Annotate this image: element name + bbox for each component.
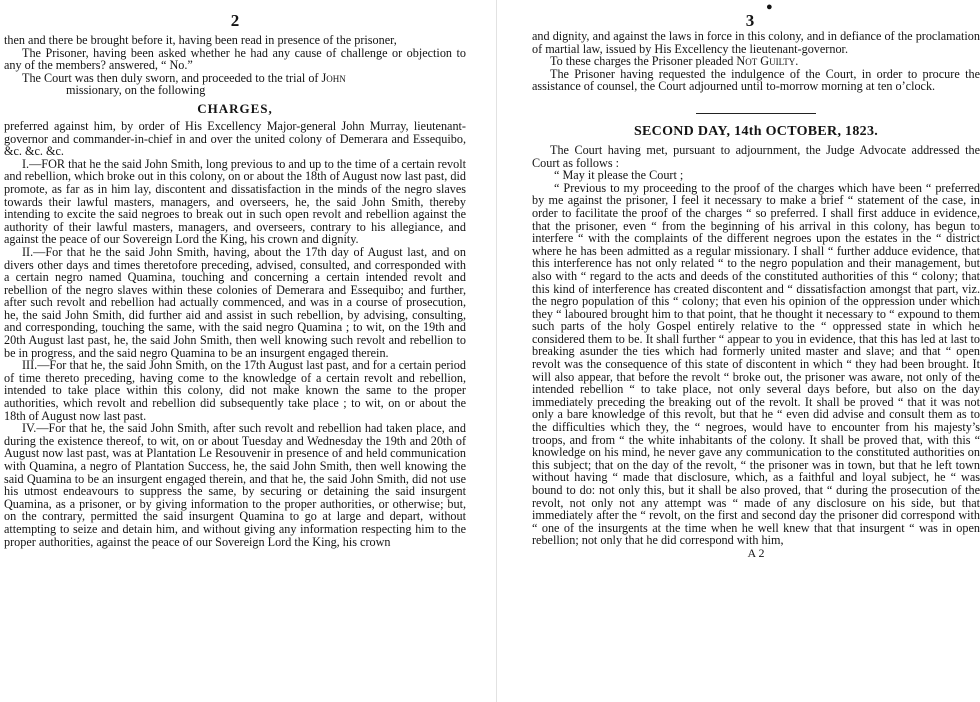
text-run-smallcaps: John	[321, 70, 346, 85]
paragraph: preferred against him, by order of His Excellency Major-general John Murray, lieutenant-governor and commander-in-chief in and over the united colony of Demerara and Essequibo, &c. &c. &c.	[4, 118, 466, 159]
paragraph: missionary, on the following	[66, 83, 206, 98]
judge-advocate-speech	[532, 169, 980, 547]
page-number: 2	[230, 11, 240, 30]
paragraph: and dignity, and against the laws in force in this colony, and in defiance of the proclamation of martial law, issued by His Excellency the lieutenant-governor.	[532, 29, 980, 56]
page-number: 3	[745, 11, 755, 30]
charges-heading: CHARGES,	[197, 100, 273, 116]
paragraph	[532, 55, 980, 68]
signature-mark: A 2	[747, 545, 765, 560]
text-run-smallcaps: Not Guilty.	[736, 54, 799, 69]
page-gutter	[496, 0, 497, 702]
charge-1: I.—FOR that he the said John Smith, long previous to and up to the time of a certain revolt and rebellion, which broke out in this colony, on or about the 18th of August now last past, did promote, as far as in him lay, discontent and dissatisfaction in the minds of the negro slaves towards their lawful masters, managers, and overseers, he, the said John Smith, thereby intending to excite the said negroes to break out in such open revolt and rebellion against the authority of their lawful masters, managers, and overseers, contrary to his allegiance, and against the peace of our Sovereign Lord the King, his crown and dignity.	[4, 156, 466, 247]
second-day-heading: SECOND DAY, 14th OCTOBER, 1823.	[633, 123, 879, 139]
charge-2: II.—For that he the said John Smith, having, about the 17th day of August last, and on divers other days and times theretofore preceding, advised, consulted, and corresponded with a certain negro named Quamina, touching and concerning a certain intended revolt and rebellion of the negro slaves within these colonies of Demerara and Essequibo; and further, after such revolt and rebellion had actually commenced, and was in a course of prosecution, he, the said John Smith, did further aid and assist in such rebellion, by advising, consulting, and corresponding, touching the same, with the said negro Quamina ; to wit, on the 19th and 20th August last past, he, the said John Smith, then well knowing such revolt and rebellion to be in progress, and the said negro Quamina to be an insurgent engaged therein.	[4, 244, 466, 360]
salutation: “ May it please the Court ;	[554, 168, 684, 183]
paragraph: The Prisoner, having been asked whether he had any cause of challenge or objection to any of the members? answered, “ No.”	[4, 45, 466, 73]
ink-mark: ●	[766, 1, 773, 13]
left-page	[0, 0, 470, 702]
right-page	[520, 0, 980, 702]
text-run: The Court was then duly sworn, and proceeded to the trial of	[22, 70, 322, 85]
charge-3: III.—For that he, the said John Smith, on the 17th August last past, and for a certain period of time thereto preceding, having come to the knowledge of a certain revolt and rebellion, intended to take place within this colony, did not make known the same to the proper authorities, which revolt and rebellion did subsequently take place ; to wit, on or about the 18th of August now last past.	[4, 358, 466, 423]
paragraph: The Court having met, pursuant to adjournment, the Judge Advocate addressed the Court as follows :	[532, 142, 980, 170]
charge-4: IV.—For that he, the said John Smith, after such revolt and rebellion had taken place, and during the existence thereof, to wit, on or about Tuesday and Wednesday the 19th and 20th of August now last past, was at Plantation Le Resouvenir in presence of and held communication with Quamina, a negro of Plantation Success, he, the said John Smith, then well knowing the said Quamina to be an insurgent engaged therein, and that he, the said John Smith, did not use his utmost endeavours to suppress the same, by securing or detaining the said insurgent Quamina, as a prisoner, or by giving information to the proper authorities, or otherwise; but, on the contrary, permitted the said insurgent Quamina to go at large and depart, without attempting to seize and detain him, and without giving any information respecting him to the proper authorities, against the peace of our Sovereign Lord the King, his crown	[4, 421, 466, 549]
paragraph: The Prisoner having requested the indulgence of the Court, in order to procure the assistance of counsel, the Court adjourned until to-morrow morning at ten o’clock.	[532, 66, 980, 94]
speech-paragraph: “ Previous to my proceeding to the proof of the charges which have been “ preferred by me against the prisoner, I feel it necessary to make a brief “ statement of the case, in order to facilitate the proof of the charges “ so preferred. I shall first adduce in evidence, that the prisoner, even “ from the beginning of his arrival in this colony, has begun to interfere “ with the complaints of the different negroes upon the estates in the “ district where he has been admitted as a regular missionary. I shall “ further adduce evidence, that this interference has not only related “ to the negro population and their management, but also with “ regard to the acts and deeds of the constituted authorities of this “ colony; that this kind of interference has created discontent and “ dissatisfaction amongst that part, viz. the negro population of this “ colony; that even his opinion of the oppression under which they “ laboured brought him to that point, that he thought it necessary to “ expound to them such parts of the holy Gospel entirely relative to the “ oppressed state in which he considered them to be. It shall further “ appear to you in evidence, that this has led at last to breaking asunder the ties which had formerly united master and slave; and that “ open revolt was the consequence of this state of discontent in which “ they had been brought. It will also appear, that before the revolt “ broke out, the prisoner was aware, not only of the intended rebellion “ to take place, not only several days before, but also on the day immediately preceding the breaking out of the revolt. It shall be proved “ that it was not only a bare knowledge of this revolt, but that he “ even did advise and consult them as to the difficulties which they, the “ negroes, would have to encounter from his majesty’s troops, and from “ the white inhabitants of the colony. It shall be proved that, with this “ knowledge on his mind, he never gave any communication to the constituted authorities on this subject; that on the day of the revolt, “ the prisoner was in town, but that he left town without having “ made that disclosure, which, as a faithful and loyal subject, he “ was bound to do: not only this, but it shall be also proved, that “ during the prosecution of the revolt, not only not any attempt was “ made of any disclosure on his side, but that immediately after the “ revolt, on the first and second day the prisoner did correspond with “ one of the insurgents at the time when he well knew that that insurgent “ was in open rebellion; not only that he did correspond with him,	[532, 180, 980, 548]
section-divider	[696, 113, 816, 114]
left-page-body	[0, 34, 470, 548]
paragraph: then and there be brought before it, having been read in presence of the prisoner,	[4, 33, 397, 47]
text-run: To these charges the Prisoner pleaded	[550, 54, 737, 69]
right-page-body	[520, 30, 980, 559]
